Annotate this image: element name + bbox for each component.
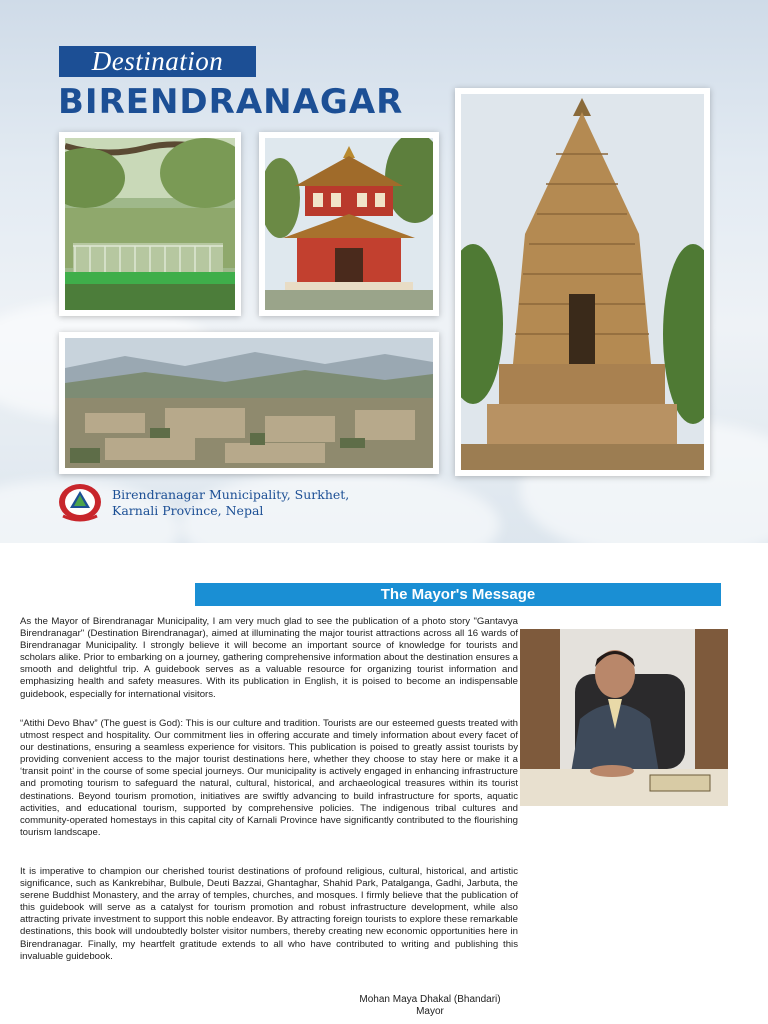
stone-temple-photo [455,88,710,476]
title-banner [59,46,256,77]
pagoda-temple-photo [259,132,439,316]
message-paragraph-2: “Atithi Devo Bhav” (The guest is God): This is our culture and tradition. Tourists are our esteemed guests treated with utmost respect and hospitality. Our commitment lies in offering accurate and timely information about every facet of our destinations, ensuring a seamless experience for visitors. This publication is poised to greatly assist tourists by providing convenient access to the major tourist destinations here, whether they choose to stay here or make it a ‘transit point’ in the course of some special journeys. Our municipality is actively engaged in enhancing infrastructure and promoting tourism to safeguard the natural, cultural, historical, and archaeological treasures within its tourist destinations. Beyond tourism promotion, initiatives are swiftly advancing to build infrastructure for sports, aquatic activities, and educational tourism, supported by comprehensive policies. The indigenous tribal cultures and community-operated homestays in this capital city of Karnali Province have significantly contributed to the flourishing tourism landscape. [20,718,518,838]
signature-name: Mohan Maya Dhakal (Bhandari) [359,994,501,1005]
location-line-1: Birendranagar Municipality, Surkhet, [112,487,350,502]
signature-block [300,994,560,1018]
garden-photo [59,132,241,316]
signature-title: Mayor [416,1006,444,1017]
page-title: BIRENDRANAGAR [58,82,404,122]
section-heading: The Mayor's Message [380,586,536,603]
mayor-portrait [520,629,728,806]
valley-panorama-photo [59,332,439,474]
message-paragraph-1: As the Mayor of Birendranagar Municipality, I am very much glad to see the publication of a photo story "Gantavya Birendranagar" (Destination Birendranagar), aimed at illuminating the major tourist attractions across all 16 wards of Birendranagar Municipality. I strongly believe it will become an important source of knowledge for tourists and scholars alike. Prior to embarking on a journey, gathering comprehensive information about the destination ensures a smooth and delightful trip. A guidebook serves as a valuable resource for organizing tourist information and emphasizing health and safety measures. With its publication in English, it is poised to become an indispensable guidebook, especially for international visitors. [20,616,518,700]
location-text [112,487,349,519]
message-paragraph-3: It is imperative to champion our cherished tourist destinations of profound religious, cultural, historical, and artistic significance, such as Kankrebihar, Bulbule, Deuti Bazzai, Ghantaghar, Shahid Park, Patalganga, Gadhi, Jarbuta, the serene Buddhist Monastery, and the array of temples, churches, and mosques. I firmly believe that the publication of this guidebook will serve as a catalyst for tourism promotion and robust infrastructure development, while also attracting private investment to support this noble endeavor. By attracting foreign tourists to explore these remarkable destinations, this book will undoubtedly bolster visitor numbers, thereby creating new economic opportunities here in Birendranagar. Finally, my heartfelt gratitude extends to all who have contributed to writing and publishing this invaluable guidebook. [20,866,518,962]
section-heading-bar [195,583,721,606]
location-line-2: Karnali Province, Nepal [112,503,264,518]
municipality-logo [57,482,103,522]
title-small: Destination [91,46,224,76]
